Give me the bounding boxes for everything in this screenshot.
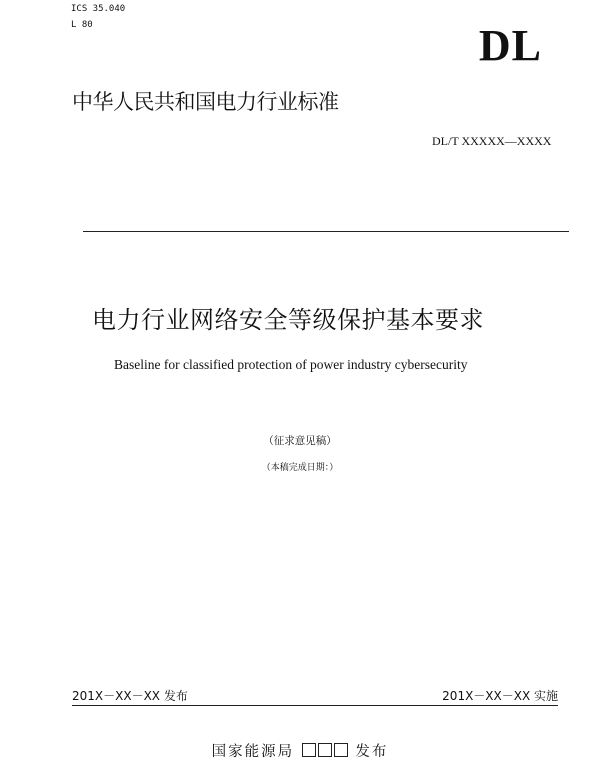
- bottom-divider: [72, 705, 558, 706]
- dl-logo: DL: [478, 21, 542, 70]
- document-title: 电力行业网络安全等级保护基本要求: [92, 306, 484, 334]
- classification-code: L 80: [71, 20, 93, 30]
- placeholder-boxes: [301, 744, 349, 760]
- document-title-english: Baseline for classified protection of power industry cybersecurity: [114, 357, 468, 372]
- implementation-date: 201X－XX－XX 实施: [442, 689, 558, 703]
- issue-date: 201X－XX－XX 发布: [72, 689, 188, 703]
- issuer-action: 发布: [355, 744, 389, 760]
- standard-number: DL/T XXXXX—XXXX: [432, 134, 552, 148]
- ics-code: ICS 35.040: [71, 4, 126, 14]
- top-divider: [83, 231, 569, 232]
- standard-type: 中华人民共和国电力行业标准: [72, 90, 339, 114]
- completion-date-note: （本稿完成日期：）: [261, 463, 339, 473]
- issuer-name: 国家能源局: [211, 744, 295, 760]
- draft-note: （征求意见稿）: [263, 435, 337, 447]
- issuing-authority: [0, 742, 600, 762]
